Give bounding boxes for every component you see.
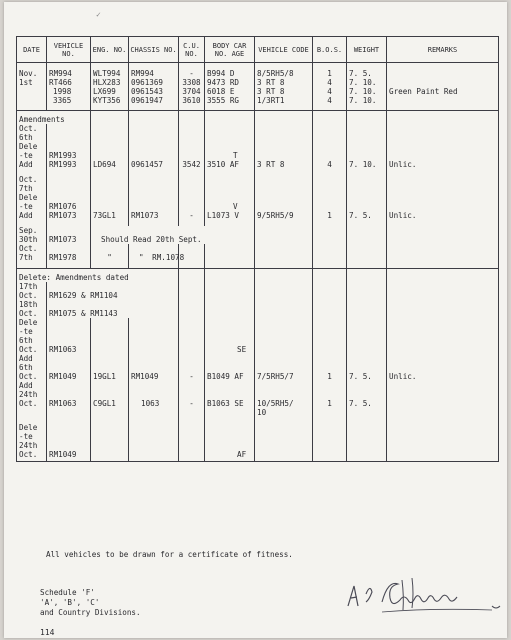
cell-date: Oct. 7th Dele -te Add bbox=[17, 175, 47, 220]
cell-chassis: 1063 bbox=[129, 381, 179, 417]
cell-vehicle: RM1063 bbox=[47, 381, 91, 417]
cell-body: AF bbox=[205, 423, 255, 462]
schedule-label: Schedule 'F' bbox=[40, 588, 95, 597]
cell-body: SE bbox=[205, 318, 255, 354]
handwritten-signature bbox=[342, 572, 510, 620]
table-row bbox=[17, 69, 499, 105]
cell-eng: 73GL1 bbox=[91, 175, 129, 220]
cell-vehicle: RM1993 RM1993 bbox=[47, 124, 91, 169]
cell-date: Add 24th Oct. bbox=[17, 381, 47, 417]
cell-cu: - bbox=[179, 354, 205, 381]
header-remarks: REMARKS bbox=[387, 37, 499, 63]
cell-date: Add 6th Oct. bbox=[17, 354, 47, 381]
page-number: 114 bbox=[40, 628, 55, 637]
header-body: BODY CAR NO. AGE bbox=[205, 37, 255, 63]
cell-bos: 1 4 4 4 bbox=[313, 69, 347, 105]
cell-weight: 7. 5. 7. 10. 7. 10. 7. 10. bbox=[347, 69, 387, 105]
divisions-line-2: and Country Divisions. bbox=[40, 608, 141, 617]
cell-remarks: Unlic. bbox=[387, 175, 499, 220]
cell-eng: WLT994 HLX283 LX699 KYT356 bbox=[91, 69, 129, 105]
table-row bbox=[17, 381, 499, 417]
cell-vehicle: RM1049 bbox=[47, 354, 91, 381]
cell-body: B1063 SE bbox=[205, 381, 255, 417]
cell-chassis: RM1073 bbox=[129, 175, 179, 220]
cell-body: V L1073 V bbox=[205, 175, 255, 220]
cell-ditto: " bbox=[91, 244, 129, 262]
cell-date: Oct. 6th Dele -te Add bbox=[17, 124, 47, 169]
cell-code: 3 RT 8 bbox=[255, 124, 313, 169]
delete-amendments-heading: Delete: Amendments dated bbox=[17, 268, 179, 282]
cell-cu: 3542 bbox=[179, 124, 205, 169]
section-heading-row bbox=[17, 111, 499, 125]
cell-eng: 19GL1 bbox=[91, 354, 129, 381]
table-row bbox=[17, 226, 499, 244]
header-eng: ENG. NO. bbox=[91, 37, 129, 63]
header-weight: WEIGHT bbox=[347, 37, 387, 63]
cell-date: Oct. 7th bbox=[17, 244, 47, 262]
cell-code: 9/5RH5/9 bbox=[255, 175, 313, 220]
cell-vehicle: RM1049 bbox=[47, 423, 91, 462]
table-row bbox=[17, 318, 499, 354]
cell-eng: LD694 bbox=[91, 124, 129, 169]
divisions-line-1: 'A', 'B', 'C' bbox=[40, 598, 100, 607]
cell-body: T 3510 AF bbox=[205, 124, 255, 169]
cell-bos: 1 bbox=[313, 354, 347, 381]
cell-weight: 7. 10. bbox=[347, 124, 387, 169]
section-heading-row bbox=[17, 268, 499, 282]
cell-body: B994 D 9473 RD 6018 E 3555 RG bbox=[205, 69, 255, 105]
fitness-note: All vehicles to be drawn for a certificate of fitness. bbox=[46, 550, 293, 559]
cell-vehicle: RM1073 bbox=[47, 226, 91, 244]
cell-body: B1049 AF bbox=[205, 354, 255, 381]
header-bos: B.O.S. bbox=[313, 37, 347, 63]
header-date: DATE bbox=[17, 37, 47, 63]
cell-vehicle: RM1076 RM1073 bbox=[47, 175, 91, 220]
cell-weight: 7. 5. bbox=[347, 381, 387, 417]
cell-cu: - 3308 3704 3610 bbox=[179, 69, 205, 105]
cell-code: 7/5RH5/7 bbox=[255, 354, 313, 381]
amendments-heading: Amendments bbox=[17, 111, 91, 125]
cell-bos: 1 bbox=[313, 381, 347, 417]
cell-correction-note: Should Read 20th Sept. bbox=[91, 226, 255, 244]
cell-code: 8/5RH5/8 3 RT 8 3 RT 8 1/3RT1 bbox=[255, 69, 313, 105]
table-row bbox=[17, 423, 499, 462]
header-vehicle: VEHICLE NO. bbox=[47, 37, 91, 63]
cell-code: 10/5RH5/ 10 bbox=[255, 381, 313, 417]
table-row bbox=[17, 124, 499, 169]
cell-date: Dele -te 6th Oct. bbox=[17, 318, 47, 354]
cell-vehicle: RM1978 bbox=[47, 244, 91, 262]
header-row bbox=[17, 37, 499, 63]
cell-vehicle: RM1063 bbox=[47, 318, 91, 354]
table-row bbox=[17, 175, 499, 220]
cell-weight: 7. 5. bbox=[347, 354, 387, 381]
document-page bbox=[4, 2, 507, 638]
cell-date: 18th Oct. bbox=[17, 300, 47, 318]
table-row bbox=[17, 244, 499, 262]
cell-deleted-pair: RM1629 & RM1104 bbox=[47, 282, 179, 300]
cell-chassis: RM1049 bbox=[129, 354, 179, 381]
cell-bos: 4 bbox=[313, 124, 347, 169]
cell-date: Dele -te 24th Oct. bbox=[17, 423, 47, 462]
cell-chassis: RM994 0961369 0961543 0961947 bbox=[129, 69, 179, 105]
cell-date: 17th Oct. bbox=[17, 282, 47, 300]
cell-vehicle: RM994 RT466 1998 3365 bbox=[47, 69, 91, 105]
cell-date: Sep. 30th bbox=[17, 226, 47, 244]
cell-deleted-pair: RM1075 & RM1143 bbox=[47, 300, 179, 318]
header-chassis: CHASSIS NO. bbox=[129, 37, 179, 63]
cell-remarks: Unlic. bbox=[387, 354, 499, 381]
pencil-mark: ✓ bbox=[96, 10, 101, 19]
cell-cu: - bbox=[179, 175, 205, 220]
cell-bos: 1 bbox=[313, 175, 347, 220]
table-row bbox=[17, 354, 499, 381]
cell-eng: C9GL1 bbox=[91, 381, 129, 417]
table-row bbox=[17, 300, 499, 318]
cell-remarks: Green Paint Red bbox=[387, 69, 499, 105]
header-vehicle-code: VEHICLE CODE bbox=[255, 37, 313, 63]
cell-date: Nov. 1st bbox=[17, 69, 47, 105]
cell-ditto-chassis: " RM.1078 bbox=[129, 244, 179, 262]
table-row bbox=[17, 282, 499, 300]
cell-cu: - bbox=[179, 381, 205, 417]
vehicle-ledger-table bbox=[16, 36, 499, 462]
header-cu: C.U. NO. bbox=[179, 37, 205, 63]
cell-chassis: 0961457 bbox=[129, 124, 179, 169]
cell-remarks: Unlic. bbox=[387, 124, 499, 169]
cell-weight: 7. 5. bbox=[347, 175, 387, 220]
